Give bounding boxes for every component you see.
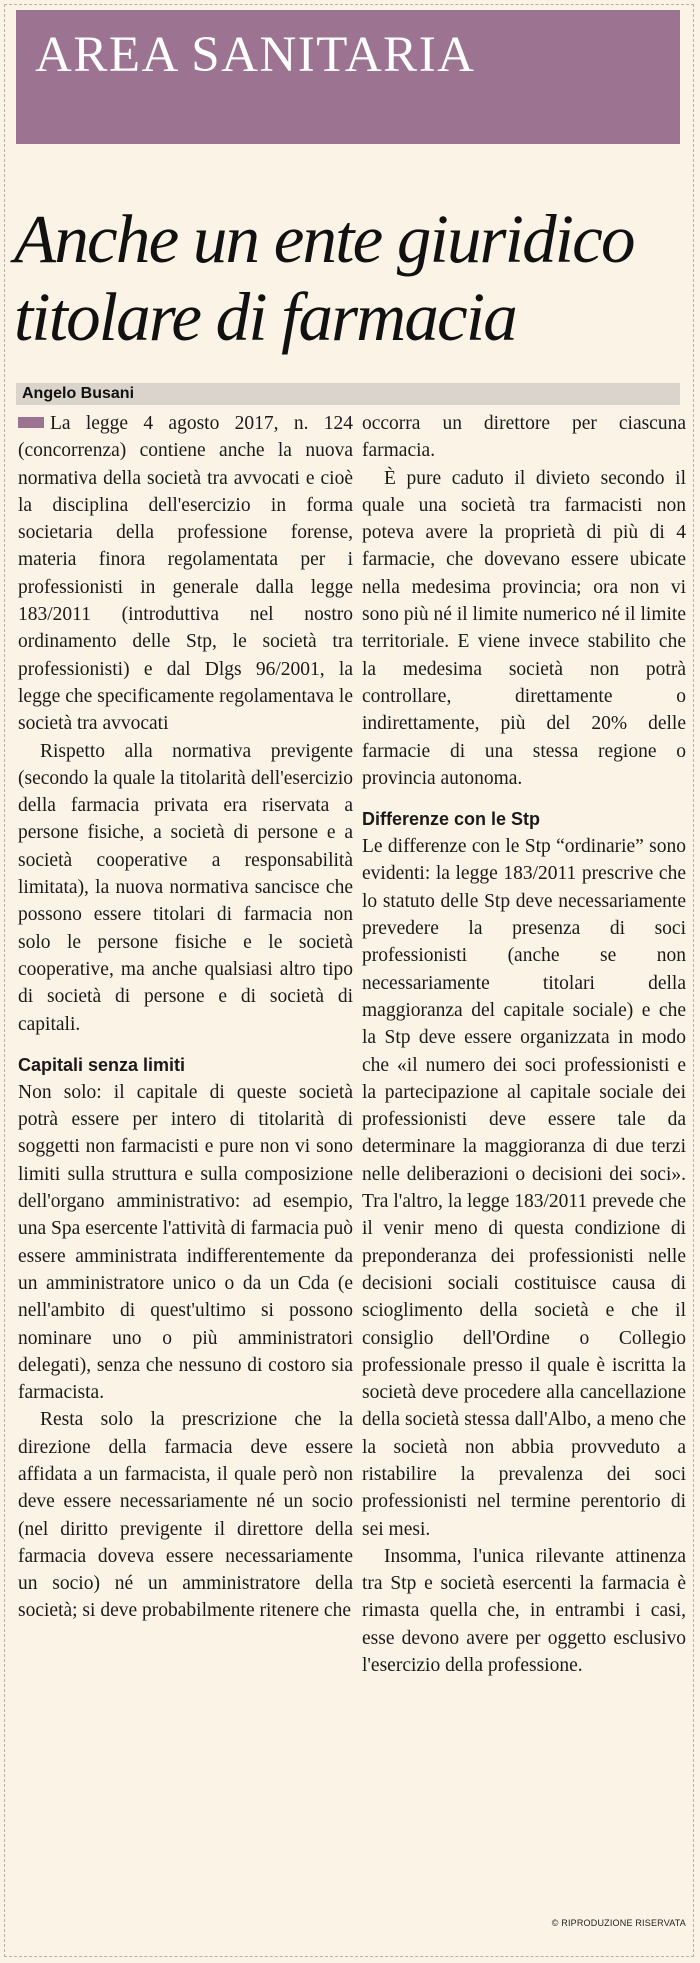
left-column: [18, 410, 353, 1625]
paragraph: Le differenze con le Stp “ordinarie” sono evidenti: la legge 183/2011 prescrive che lo statuto delle Stp deve necessariamente prevedere la presenza di soci professionisti (anche se non necessariamente titolari della maggioranza del capitale sociale) e che la Stp deve essere organizzata in modo che «il numero dei soci professionisti e la partecipazione al capitale sociale dei professionisti deve essere tale da determinare la maggioranza di due terzi nelle deliberazioni o decisioni dei soci». Tra l'altro, la legge 183/2011 prevede che il venir meno di questa condizione di preponderanza dei professionisti nelle decisioni sociali costituisce causa di scioglimento della società e che il consiglio dell'Ordine o Collegio professionale presso il quale è iscritta la società deve procedere alla cancellazione della società stessa dall'Albo, a meno che la società non abbia provveduto a ristabilire la prevalenza dei soci professionisti nel termine perentorio di sei mesi.: [362, 836, 686, 1540]
byline: Angelo Busani: [22, 385, 135, 402]
copyright-notice: © RIPRODUZIONE RISERVATA: [551, 1918, 686, 1928]
subheading: Differenze con le Stp: [362, 809, 541, 830]
lead-marker-icon: [18, 417, 44, 428]
headline: [14, 200, 684, 356]
subheading: Capitali senza limiti: [18, 1054, 186, 1075]
paragraph: Resta solo la prescrizione che la direzione della farmacia deve essere affidata a un farmacista, il quale però non deve essere necessariamente né un socio (nel diritto previgente il direttore della farmacia doveva essere necessariamente un socio) né un amministratore della società; si deve probabilmente ritenere che: [18, 1409, 353, 1622]
paragraph: occorra un direttore per ciascuna farmacia.: [362, 413, 686, 462]
headline-line-1: Anche un ente giuridico: [14, 201, 634, 277]
paragraph: Rispetto alla normativa previgente (secondo la quale la titolarità dell'esercizio della farmacia privata era riservata a persone fisiche, a società di persone e a società cooperative a responsabilità limitata), la nuova normativa sancisce che possono essere titolari di farmacia non solo le persone fisiche e le società cooperative, ma anche qualsiasi altro tipo di società di persone e di società di capitali.: [18, 740, 353, 1035]
paragraph: [18, 410, 353, 738]
paragraph: Non solo: il capitale di queste società potrà essere per intero di titolarità di soggetti non farmacisti e pure non vi sono limiti sulla struttura e sulla composizione dell'organo amministrativo: ad esempio, una Spa esercente l'attività di farmacia può essere amministrata indifferentemente da un amministratore unico o da un Cda (e nell'ambito di quest'ultimo si possono nominare uno o più amministratori delegati), senza che nessuno di costoro sia farmacista.: [18, 1081, 353, 1404]
section-banner: [16, 10, 680, 144]
paragraph: Insomma, l'unica rilevante attinenza tra Stp e società esercenti la farmacia è rimasta quella che, in entrambi i casi, esse devono avere per oggetto esclusivo l'esercizio della professione.: [362, 1545, 686, 1677]
paragraph-text: La legge 4 agosto 2017, n. 124 (concorrenza) contiene anche la nuova normativa della società tra avvocati e cioè la disciplina dell'esercizio in forma societaria della professione forense, materia finora regolamentata per i professionisti in generale dalla legge 183/2011 (introduttiva nel nostro ordinamento delle Stp, le società tra professionisti) e dal Dlgs 96/2001, la legge che specificamente regolamentava le società tra avvocati: [18, 413, 353, 735]
headline-line-2: titolare di farmacia: [14, 279, 516, 355]
right-column: [362, 410, 686, 1679]
section-title: AREA SANITARIA: [35, 27, 476, 83]
paragraph: È pure caduto il divieto secondo il quale una società tra farmacisti non poteva avere la proprietà di più di 4 farmacie, che dovevano essere ubicate nella medesima provincia; ora non vi sono più né il limite numerico né il limite territoriale. E viene invece stabilito che la medesima società non potrà controllare, direttamente o indirettamente, più del 20% delle farmacie di una stessa regione o provincia autonoma.: [362, 467, 686, 789]
